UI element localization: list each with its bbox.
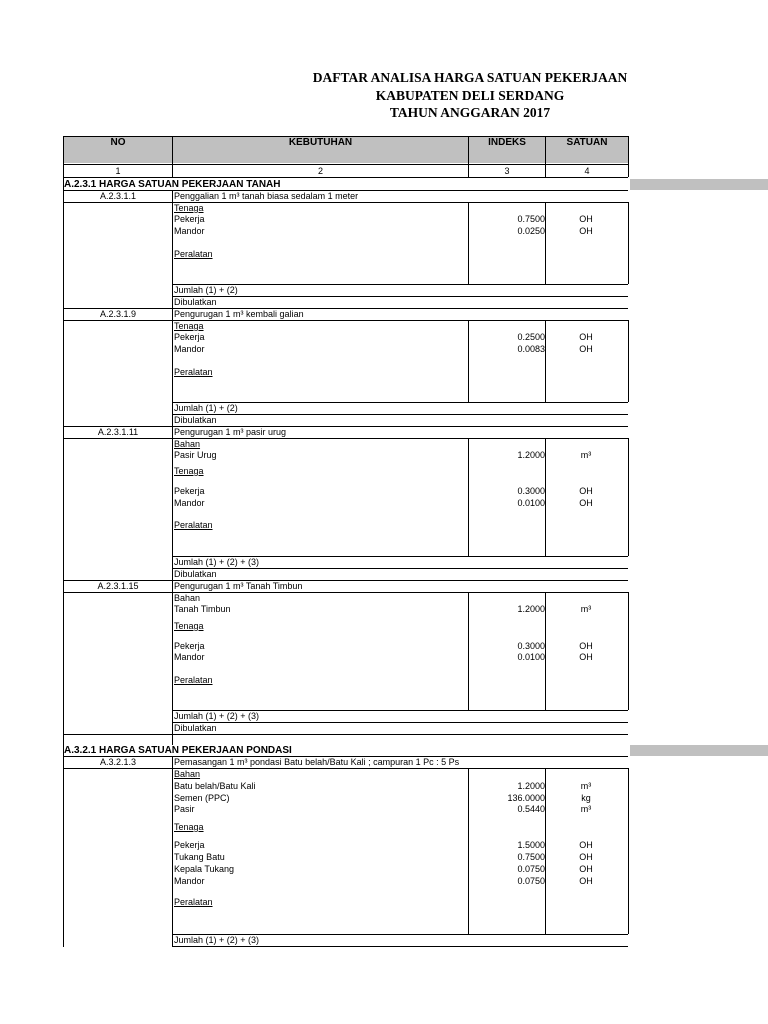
row-unit: OH [579,840,593,850]
table-border [172,296,628,297]
table-border [172,284,628,285]
section-bar [630,745,768,756]
row-unit: OH [579,652,593,662]
row-name: Kepala Tukang [174,864,235,874]
group-label: Bahan [174,439,201,449]
table-border [63,734,628,735]
row-unit: OH [579,332,593,342]
item-code: A.2.3.1.15 [97,581,139,591]
header-indeks: INDEKS [469,136,545,163]
table-border [545,592,546,710]
section-bar [630,179,768,190]
row-name: Mandor [174,344,205,354]
jumlah-label: Jumlah (1) + (2) + (3) [174,711,260,721]
row-index: 0.3000 [517,641,545,651]
doc-title-line2: KABUPATEN DELI SERDANG [375,88,565,103]
item-description: Penggalian 1 m³ tanah biasa sedalam 1 meter [174,191,359,201]
group-label: Tenaga [174,203,204,213]
table-border [172,190,173,745]
row-index: 0.0250 [517,226,545,236]
table-border [172,756,173,947]
dibulatkan-label: Dibulatkan [174,297,217,307]
item-description: Pengurugan 1 m³ kembali galian [174,309,304,319]
row-index: 1.2000 [517,450,545,460]
dibulatkan-label: Dibulatkan [174,569,217,579]
row-name: Batu belah/Batu Kali [174,781,256,791]
row-index: 0.7500 [517,852,545,862]
group-label: Peralatan [174,675,213,685]
row-name: Pekerja [174,332,205,342]
jumlah-label: Jumlah (1) + (2) + (3) [174,935,260,945]
table-border [545,768,546,934]
table-border [63,320,628,321]
group-label: Peralatan [174,367,213,377]
doc-title-line3: TAHUN ANGGARAN 2017 [389,105,551,120]
dibulatkan-label: Dibulatkan [174,723,217,733]
row-name: Mandor [174,652,205,662]
row-unit: m³ [580,450,592,460]
row-unit: m³ [580,604,592,614]
row-index: 0.7500 [517,214,545,224]
table-border [172,568,628,569]
jumlah-label: Jumlah (1) + (2) + (3) [174,557,260,567]
jumlah-label: Jumlah (1) + (2) [174,285,238,295]
row-unit: OH [579,876,593,886]
header-satuan: SATUAN [546,136,628,163]
table-border [63,177,64,947]
row-name: Mandor [174,226,205,236]
table-border [628,320,629,402]
row-name: Semen (PPC) [174,793,230,803]
table-border [628,592,629,710]
table-border [63,164,628,165]
item-code: A.2.3.1.9 [99,309,137,319]
table-border [63,177,628,178]
table-border [172,722,628,723]
row-index: 1.2000 [517,604,545,614]
row-index: 0.5440 [517,804,545,814]
col-number-2: 2 [317,166,323,176]
table-border [63,202,628,203]
group-label: Tenaga [174,321,204,331]
group-label: Peralatan [174,520,213,530]
item-code: A.2.3.1.1 [99,191,137,201]
table-border [628,768,629,934]
row-index: 0.0100 [517,498,545,508]
row-unit: OH [579,486,593,496]
col-number-4: 4 [584,166,590,176]
section-heading: A.3.2.1 HARGA SATUAN PEKERJAAN PONDASI [64,745,292,756]
jumlah-label: Jumlah (1) + (2) [174,403,238,413]
row-index: 0.0750 [517,876,545,886]
row-unit: OH [579,214,593,224]
group-label: Bahan [174,769,201,779]
row-index: 0.0100 [517,652,545,662]
table-border [63,768,628,769]
group-label: Tenaga [174,466,204,476]
item-code: A.3.2.1.3 [99,757,137,767]
table-border [545,320,546,402]
row-unit: OH [579,641,593,651]
doc-title-line1: DAFTAR ANALISA HARGA SATUAN PEKERJAAN [312,70,628,85]
row-name: Mandor [174,498,205,508]
table-border [63,592,628,593]
table-border [172,946,628,947]
row-name: Pekerja [174,840,205,850]
table-border [63,438,628,439]
row-name: Pasir [174,804,195,814]
group-label: Peralatan [174,249,213,259]
item-description: Pengurugan 1 m³ Tanah Timbun [174,581,303,591]
header-no: NO [64,136,172,163]
table-border [468,202,469,284]
section-heading: A.2.3.1 HARGA SATUAN PEKERJAAN TANAH [64,179,281,190]
item-description: Pemasangan 1 m³ pondasi Batu belah/Batu Kali ; campuran 1 Pc : 5 Ps [174,757,460,767]
row-unit: m³ [580,804,592,814]
item-code: A.2.3.1.11 [97,427,139,437]
table-border [63,136,628,137]
row-name: Mandor [174,876,205,886]
row-unit: OH [579,226,593,236]
row-name: Pekerja [174,214,205,224]
dibulatkan-label: Dibulatkan [174,415,217,425]
row-name: Pasir Urug [174,450,217,460]
col-number-3: 3 [504,166,510,176]
row-unit: m³ [580,781,592,791]
row-name: Tukang Batu [174,852,225,862]
group-label: Tenaga [174,822,204,832]
table-border [172,402,628,403]
table-border [628,202,629,284]
group-label: Tenaga [174,621,204,631]
row-index: 0.3000 [517,486,545,496]
row-index: 1.2000 [517,781,545,791]
table-border [628,136,629,177]
table-border [468,592,469,710]
row-name: Pekerja [174,641,205,651]
table-border [628,438,629,556]
row-index: 0.0083 [517,344,545,354]
row-unit: OH [579,864,593,874]
table-border [468,438,469,556]
row-unit: kg [581,793,591,803]
col-number-1: 1 [115,166,121,176]
table-border [172,414,628,415]
table-border [545,438,546,556]
row-name: Pekerja [174,486,205,496]
item-description: Pengurugan 1 m³ pasir urug [174,427,287,437]
header-kebutuhan: KEBUTUHAN [173,136,468,163]
row-name: Tanah Timbun [174,604,231,614]
group-label: Peralatan [174,897,213,907]
row-index: 136.0000 [507,793,545,803]
row-index: 1.5000 [517,840,545,850]
row-unit: OH [579,852,593,862]
table-border [545,202,546,284]
row-index: 0.2500 [517,332,545,342]
table-border [468,320,469,402]
row-index: 0.0750 [517,864,545,874]
table-border [468,768,469,934]
group-label: Bahan [174,593,201,603]
row-unit: OH [579,344,593,354]
row-unit: OH [579,498,593,508]
